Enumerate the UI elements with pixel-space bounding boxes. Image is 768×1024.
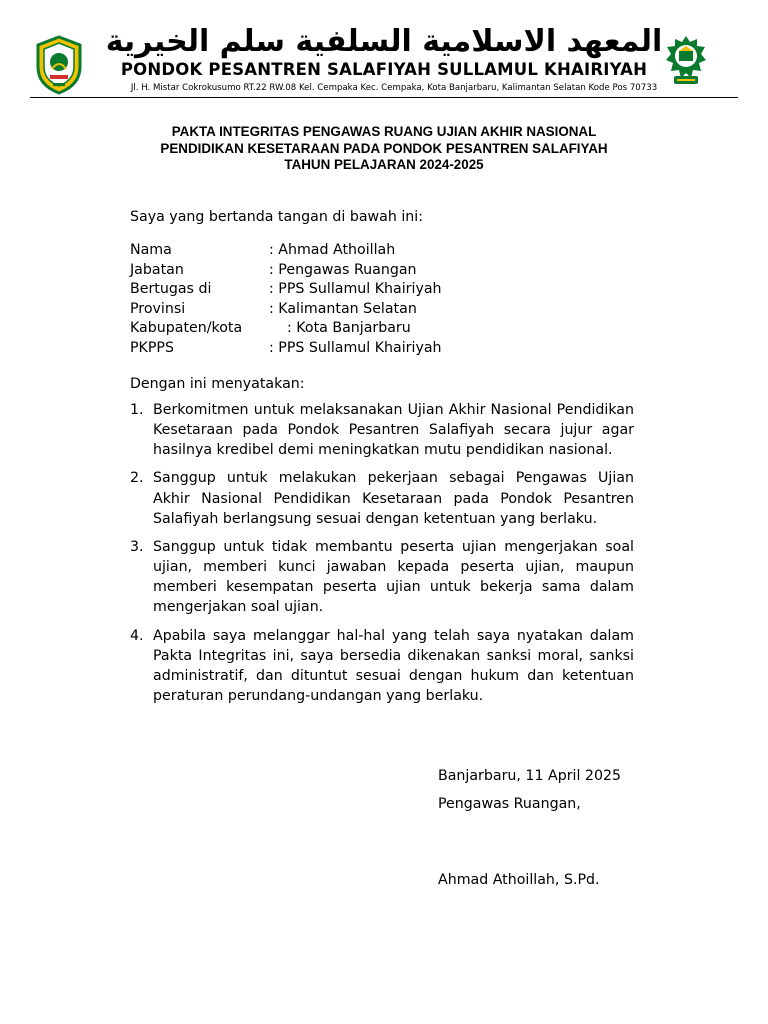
list-item: [130, 400, 634, 460]
field-label: Kabupaten/kota: [130, 320, 243, 337]
list-text: Apabila saya melanggar hal-hal yang telah saya nyatakan dalam Pakta Integritas ini, saya bersedia dikenakan sanksi moral, sanksi administratif, dan dituntut sesuai dengan hukum dan ketentuan peraturan perundang-undangan yang berlaku.: [153, 627, 634, 704]
list-number: 2.: [130, 470, 144, 487]
arabic-institution-name: المعهد الاسلامية السلفية سلم الخيرية: [105, 24, 663, 59]
institution-name: PONDOK PESANTREN SALAFIYAH SULLAMUL KHAIRIYAH: [120, 60, 648, 79]
signature-role: Pengawas Ruangan,: [438, 796, 581, 812]
list-number: 3.: [130, 538, 144, 555]
signatory-name: Ahmad Athoillah, S.Pd.: [438, 872, 600, 888]
list-text: Berkomitmen untuk melaksanakan Ujian Akhir Nasional Pendidikan Kesetaraan pada Pondok Pesantren Salafiyah secara jujur agar hasilnya kredibel demi meningkatkan mutu pendidikan nasional.: [153, 402, 634, 459]
field-value: : Ahmad Athoillah: [269, 242, 396, 258]
list-text: Sanggup untuk tidak membantu peserta ujian mengerjakan soal ujian, memberi kunci jawaban kepada peserta ujian, maupun memberi kesempatan peserta ujian untuk bekerja sama dalam mengerjakan soal ujian.: [153, 538, 634, 616]
list-number: 1.: [130, 402, 144, 418]
field-value: : PPS Sullamul Khairiyah: [269, 281, 442, 298]
signature-place-date: Banjarbaru, 11 April 2025: [438, 768, 622, 784]
declaration-intro: Dengan ini menyatakan:: [130, 376, 305, 392]
statement-list: [130, 400, 634, 714]
field-label: Jabatan: [130, 261, 184, 278]
list-item: [130, 537, 634, 617]
heading-line-3: TAHUN PELAJARAN 2024-2025: [284, 157, 484, 173]
field-label: PKPPS: [130, 339, 174, 356]
document-heading: [60, 124, 708, 174]
list-number: 4.: [130, 627, 144, 644]
list-text: Sanggup untuk melakukan pekerjaan sebagai Pengawas Ujian Akhir Nasional Pendidikan Kesetaraan pada Pondok Pesantren Salafiyah berlangsung sesuai dengan ketentuan yang berlaku.: [153, 470, 634, 527]
institution-address: Jl. H. Mistar Cokrokusumo RT.22 RW.08 Kel. Cempaka Kec. Cempaka, Kota Banjarbaru, Kalimantan Selatan Kode Pos 70733: [130, 83, 658, 93]
list-item: [130, 626, 634, 706]
field-value: : Kota Banjarbaru: [287, 320, 411, 337]
heading-line-2: PENDIDIKAN KESETARAAN PADA PONDOK PESANTREN SALAFIYAH: [160, 140, 608, 156]
field-value: : PPS Sullamul Khairiyah: [269, 339, 442, 356]
letterhead-divider: [30, 97, 738, 98]
intro-text: Saya yang bertanda tangan di bawah ini:: [130, 209, 423, 225]
field-label: Bertugas di: [130, 281, 212, 298]
field-label: Nama: [130, 242, 172, 258]
field-label: Provinsi: [130, 300, 186, 317]
heading-line-1: PAKTA INTEGRITAS PENGAWAS RUANG UJIAN AKHIR NASIONAL: [171, 124, 597, 139]
field-value: : Kalimantan Selatan: [269, 300, 417, 317]
list-item: [130, 468, 634, 528]
field-value: : Pengawas Ruangan: [269, 261, 417, 278]
